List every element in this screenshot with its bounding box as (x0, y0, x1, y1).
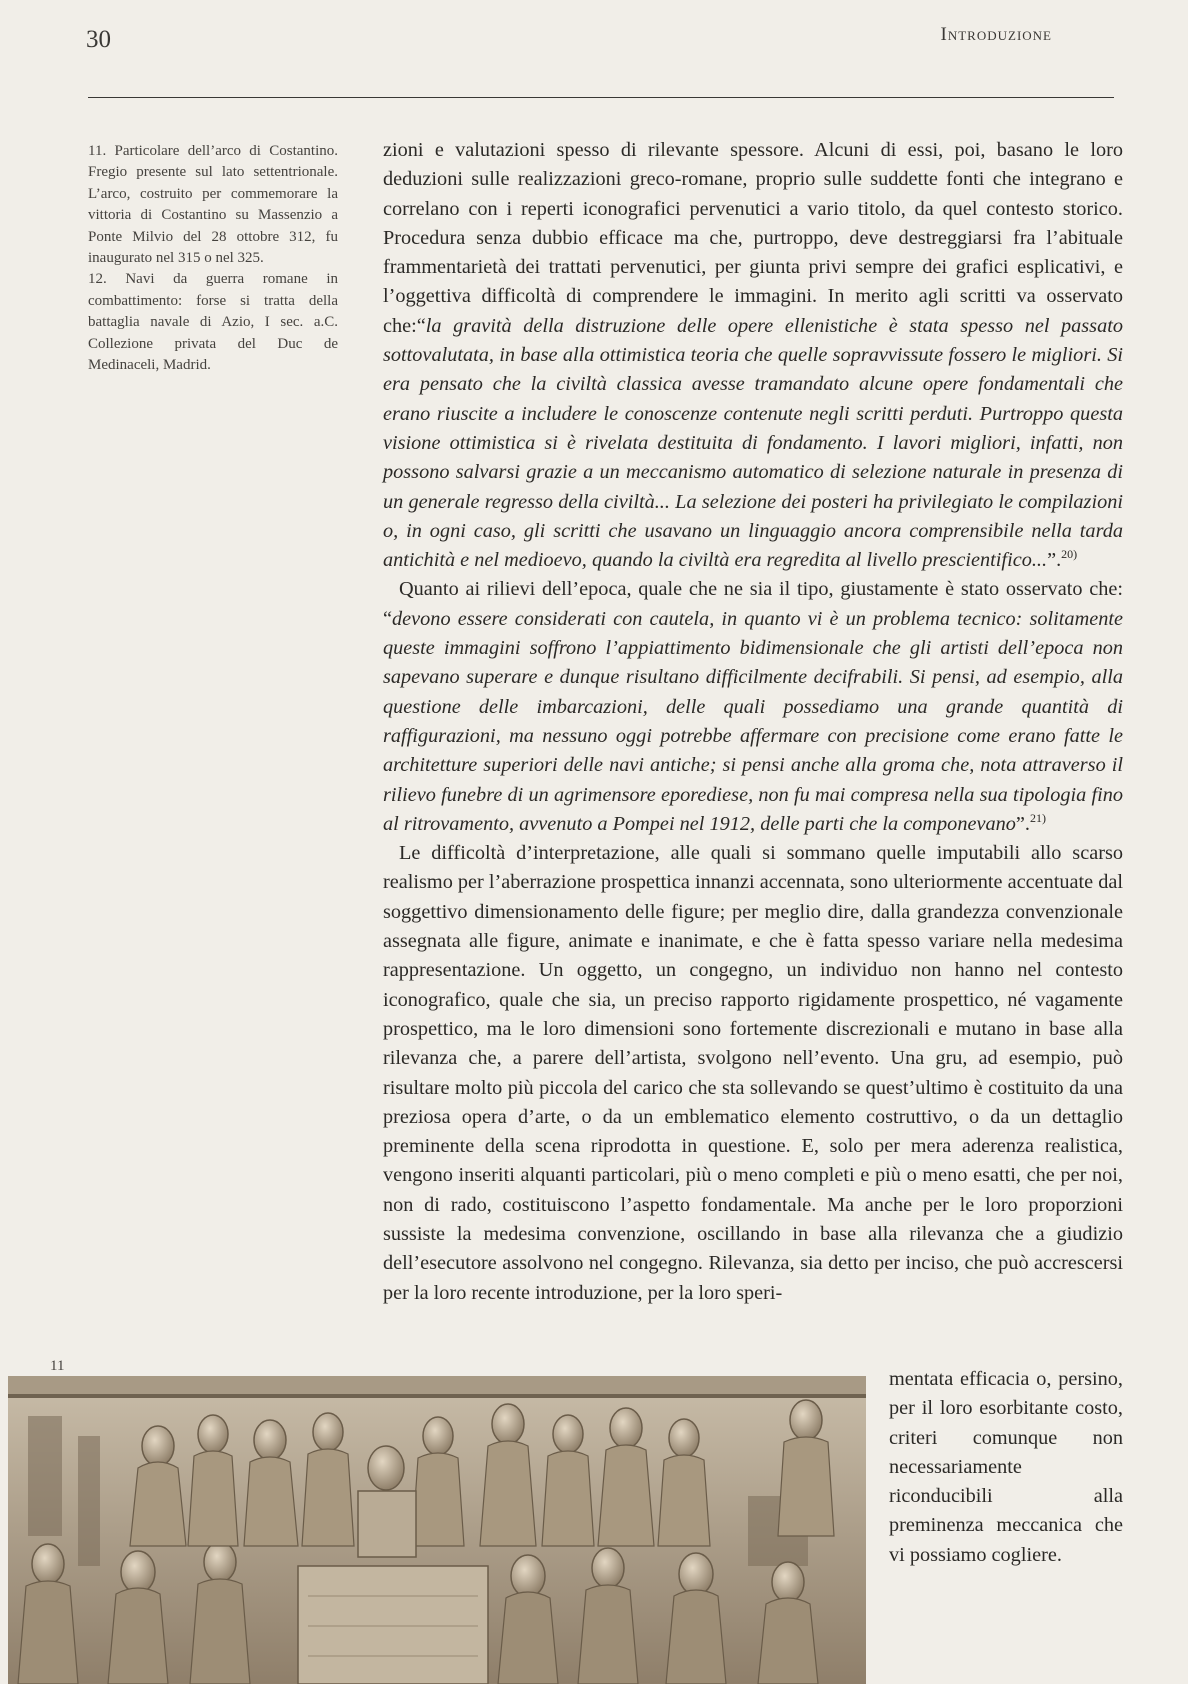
footnote-ref-20: 20) (1061, 547, 1078, 562)
relief-photo (8, 1376, 866, 1684)
paragraph-2 (383, 575, 1123, 839)
page-number: 30 (86, 26, 111, 53)
paragraph-2-intro: Quanto ai rilievi dell’epoca, quale che ne sia il tipo, giustamente è stato osservato che: “ (383, 578, 1123, 630)
paragraph-1 (383, 136, 1123, 575)
paragraph-3-continued: mentata efficacia o, persino, per il loro esorbitante costo, criteri comunque non necessariamente riconducibili alla preminenza meccanica che vi possiamo cogliere. (889, 1368, 1123, 1566)
wrapped-text (889, 1365, 1123, 1570)
caption-figure-12: 12. Navi da guerra romane in combattimento: forse si tratta della battaglia navale di Azio, I sec. a.C. Collezione privata del Duc de Medinaceli, Madrid. (88, 271, 338, 374)
main-text (383, 136, 1123, 1308)
figure-captions (88, 141, 338, 376)
paragraph-3: Le difficoltà d’interpretazione, alle quali si sommano quelle imputabili allo scarso realismo per l’aberrazione prospettica innanzi accennata, sono ulteriormente accentuate dal soggettivo dimensionamento delle figure; per meglio dire, dalla grandezza convenzionale assegnata alle figure, animate e inanimate, e che è fatta spesso variare nella medesima rappresentazione. Un oggetto, un congegno, un individuo non hanno nel contesto iconografico, quale che sia, un preciso rapporto rigidamente prospettico, né vagamente prospettico, ma le loro dimensioni sono fortemente discrezionali e mutano in base alla rilevanza che, a parere dell’artista, svolgono nell’evento. Una gru, ad esempio, può risultare molto più piccola del carico che sta sollevando se quest’ultimo è costituito da una preziosa opera d’arte, o da un emblematico elemento costruttivo, o da un dettaglio preminente della scena riprodotta in questione. E, solo per mera aderenza realistica, vengono inseriti alquanti particolari, più o meno completi e più o meno esatti, che per noi, non di rado, costituiscono l’aspetto fondamentale. Ma anche per le loro proporzioni sussiste la medesima convenzione, oscillando in base alla rilevanza che a giudizio dell’esecutore assolvono nel congegno. Rilevanza, sia detto per inciso, che può accrescersi per la loro recente introduzione, per la loro speri- (383, 842, 1123, 1304)
quote-1: la gravità della distruzione delle opere ellenistiche è stata spesso nel passato sottovalutata, in base alla ottimistica teoria che quelle sopravvissute fossero le migliori. Si era pensato che la civiltà classica avesse tramandato alcune opere fondamentali che erano riuscite a includere le conoscenze contenute negli scritti perduti. Purtroppo questa visione ottimistica si è rivelata destituita di fondamento. I lavori migliori, infatti, non possono salvarsi grazie a un meccanismo automatico di selezione naturale in presenza di un generale regresso della civiltà... La selezione dei posteri ha privilegiato le compilazioni o, in ogni caso, gli scritti che usavano un linguaggio ancora comprensibile nella tarda antichità e nel medioevo, quando la civiltà era regredita al livello prescientifico... (383, 314, 1123, 572)
header-rule (88, 97, 1114, 98)
quote-1-close: ”. (1047, 549, 1062, 572)
footnote-ref-21: 21) (1029, 811, 1046, 826)
quote-2-close: ”. (1015, 812, 1030, 835)
figure-number: 11 (50, 1358, 65, 1374)
caption-figure-11: 11. Particolare dell’arco di Costantino. Fregio presente sul lato settentrionale. L’arco, costruito per commemorare la vittoria di Costantino su Massenzio a Ponte Milvio del 28 ottobre 312, fu inaugurato nel 315 o nel 325. (88, 143, 338, 267)
running-head: Introduzione (940, 24, 1052, 45)
quote-2: devono essere considerati con cautela, in quanto vi è un problema tecnico: solitamente queste immagini soffrono l’appiattimento bidimensionale che gli artisti dell’epoca non sapevano superare e dunque risultano difficilmente decifrabili. Si pensi, ad esempio, alla questione delle imbarcazioni, delle quali possediamo una grande quantità di raffigurazioni, ma nessuno oggi potrebbe affermare con precisione come erano fatte le architetture superiori delle navi antiche; si pensi anche alla groma che, nota attraverso il rilievo funebre di un agrimensore eporediese, non fu mai compresa nella sua tipologia fino al ritrovamento, avvenuto a Pompei nel 1912, delle parti che la componevano (383, 607, 1123, 835)
relief-illustration (8, 1376, 866, 1684)
paragraph-1-intro: zioni e valutazioni spesso di rilevante spessore. Alcuni di essi, poi, basano le loro deduzioni sulle realizzazioni greco-romane, proprio sulle suddette fonti che integrano e correlano con i reperti iconografici pervenutici a vario titolo, da quel contesto storico. Procedura senza dubbio efficace ma che, purtroppo, deve destreggiarsi fra l’abituale frammentarietà dei trattati pervenutici, per giunta privi sempre dei grafici esplicativi, e l’oggettiva difficoltà di comprendere le immagini. In merito agli scritti va osservato che:“ (383, 139, 1123, 337)
